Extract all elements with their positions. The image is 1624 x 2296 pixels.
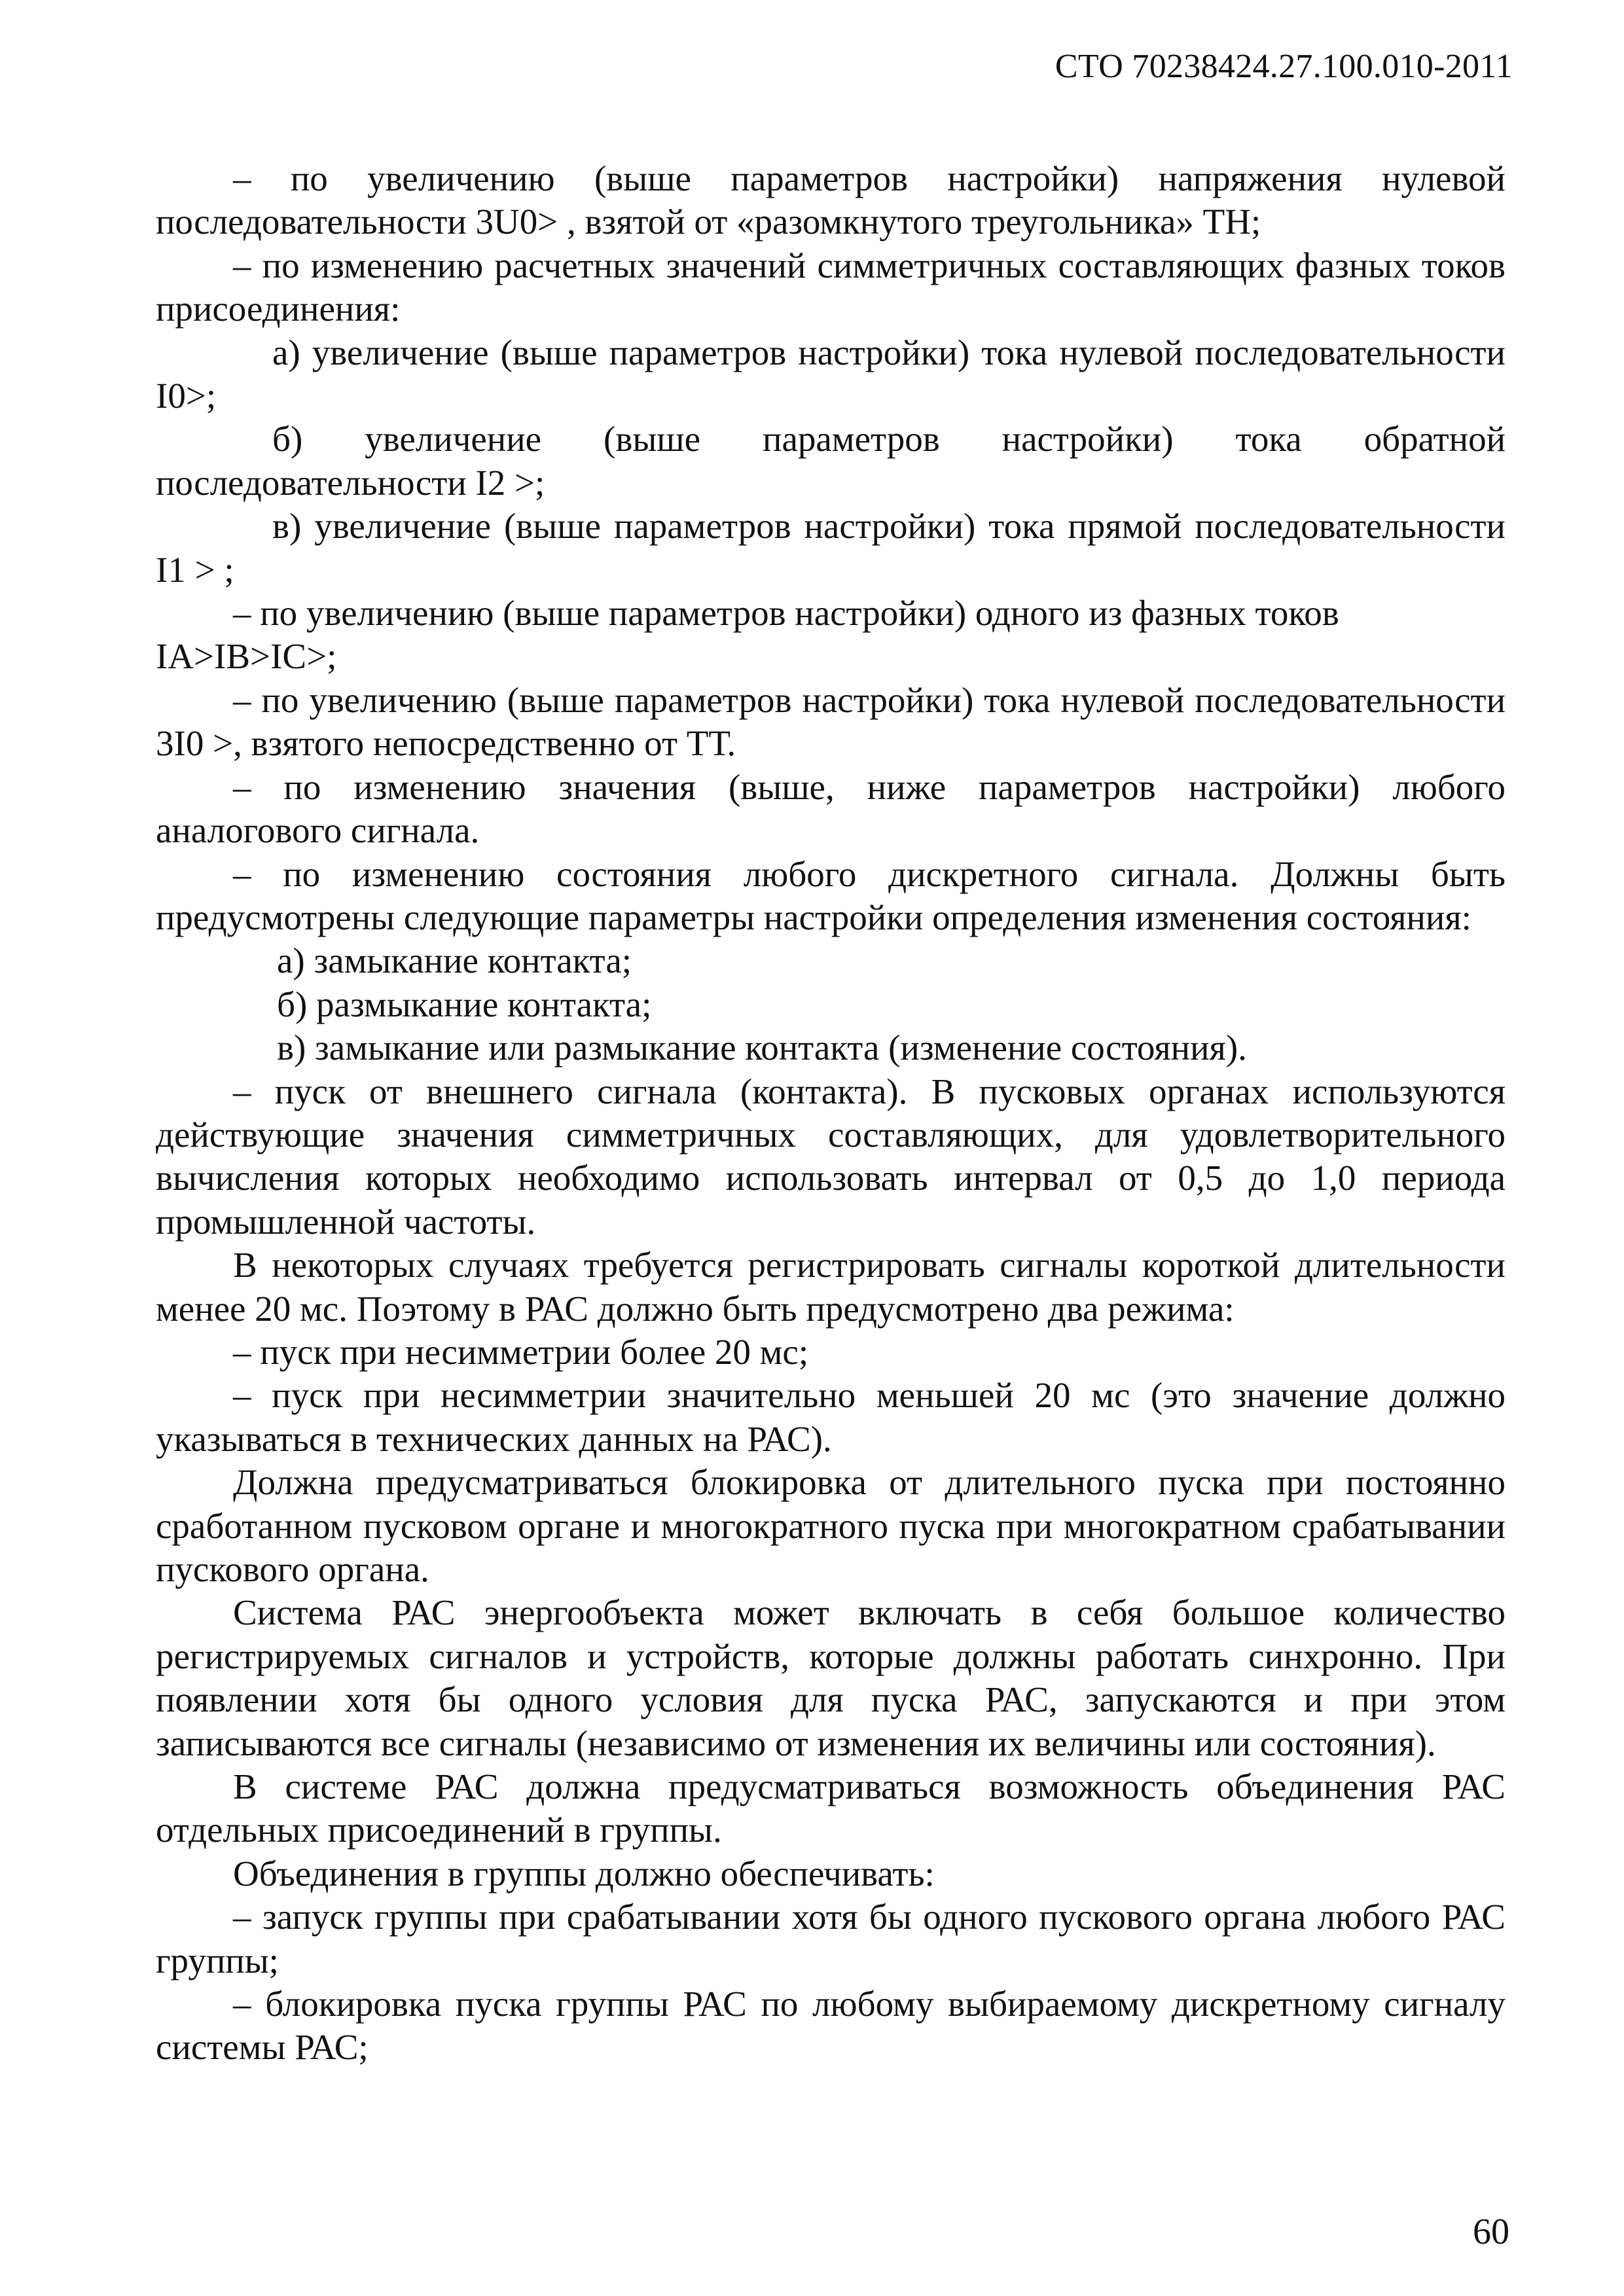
page-number: 60 [1473,2212,1509,2252]
paragraph: – по изменению состояния любого дискретного сигнала. Должны быть предусмотрены следующие параметры настройки определения изменения состояния: [156,853,1506,937]
paragraph: – по увеличению (выше параметров настройки) напряжения нулевой последовательности 3U0> , взятой от «разомкнутого треугольника» ТН; [156,158,1506,242]
paragraph: – по изменению значения (выше, ниже параметров настройки) любого аналогового сигнала. [156,766,1506,851]
paragraph: – по увеличению (выше параметров настройки) тока нулевой последовательности 3I0 >, взятого непосредственно от ТТ. [156,679,1506,764]
paragraph: – запуск группы при срабатывании хотя бы одного пускового органа любого РАС группы; [156,1897,1506,1981]
paragraph: – пуск при несимметрии более 20 мс; [233,1331,809,1372]
paragraph: – по увеличению (выше параметров настройки) одного из фазных токов [233,593,1339,634]
paragraph: В системе РАС должна предусматриваться возможность объединения РАС отдельных присоединений в группы. [156,1767,1506,1850]
list-item: а) замыкание контакта; [277,941,632,981]
document-code: СТО 70238424.27.100.010-2011 [1055,48,1513,85]
page-body [156,157,1506,2070]
paragraph: Система РАС энергообъекта может включать в себя большое количество регистрируемых сигналов и устройств, которые должны работать синхронно. При появлении хотя бы одного условия для пуска РАС, запускаются и при этом записываются все сигналы (независимо от изменения их величины или состояния). [156,1592,1506,1763]
paragraph: – блокировка пуска группы РАС по любому выбираемому дискретному сигналу системы РАС; [156,1984,1506,2068]
paragraph: б) увеличение (выше параметров настройки) тока обратной последовательности I2 >; [156,419,1506,503]
formula-line: IA>IB>IC>; [156,636,337,677]
paragraph: – пуск при несимметрии значительно меньшей 20 мс (это значение должно указываться в технических данных на РАС). [156,1375,1506,1459]
paragraph: Должна предусматриваться блокировка от длительного пуска при постоянно сработанном пусковом органе и многократного пуска при многократном срабатывании пускового органа. [156,1462,1506,1589]
paragraph: – по изменению расчетных значений симметричных составляющих фазных токов присоединения: [156,245,1506,329]
list-item: б) размыкание контакта; [277,984,652,1024]
paragraph: а) увеличение (выше параметров настройки) тока нулевой последовательности I0>; [156,332,1506,416]
paragraph: – пуск от внешнего сигнала (контакта). В пусковых органах используются действующие значения симметричных составляющих, для удовлетворительного вычисления которых необходимо использовать интервал от 0,5 до 1,0 периода промышленной частоты. [156,1071,1506,1242]
paragraph: В некоторых случаях требуется регистрировать сигналы короткой длительности менее 20 мс. Поэтому в РАС должно быть предусмотрено два режима: [156,1245,1506,1329]
paragraph: в) увеличение (выше параметров настройки) тока прямой последовательности I1 > ; [156,506,1506,590]
paragraph: Объединения в группы должно обеспечивать: [233,1853,935,1893]
list-item: в) замыкание или размыкание контакта (изменение состояния). [277,1028,1247,1068]
